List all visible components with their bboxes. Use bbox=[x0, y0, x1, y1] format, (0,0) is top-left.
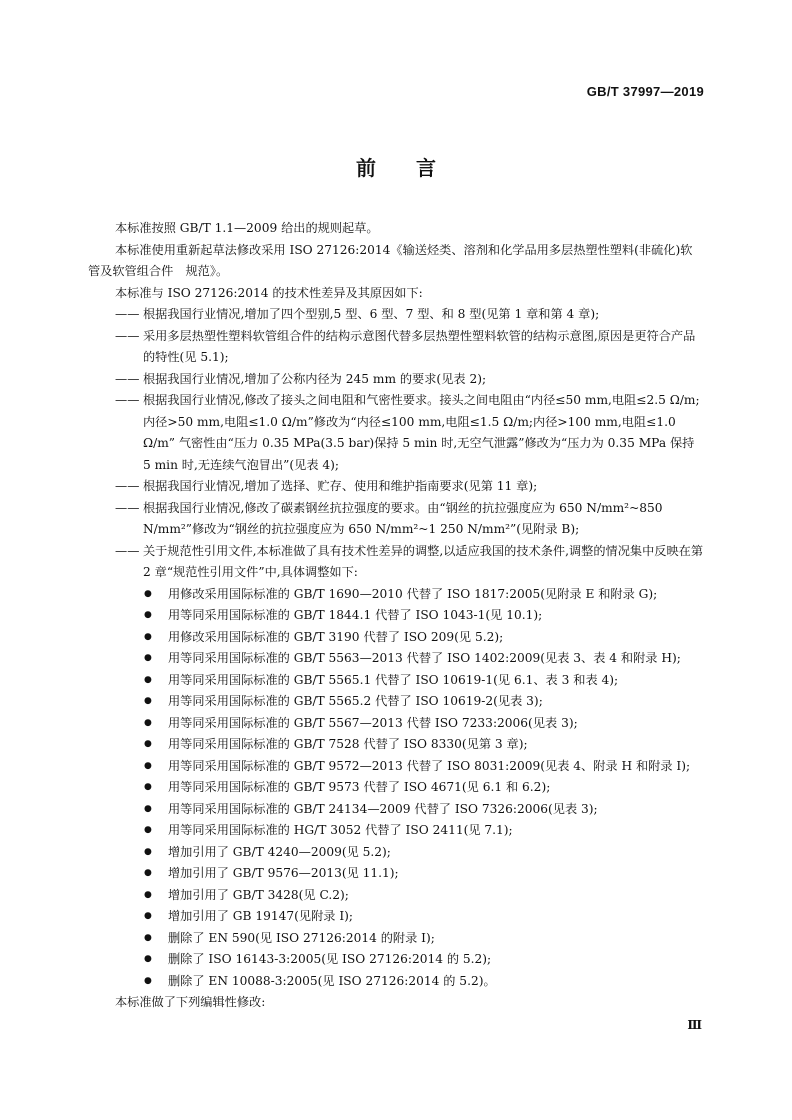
bullet-text: 用等同采用国际标准的 GB/T 5567—2013 代替 ISO 7233:2006(见表 3); bbox=[168, 715, 578, 730]
difference-item bbox=[115, 369, 704, 391]
bullet-icon: ● bbox=[144, 739, 152, 749]
list-item bbox=[144, 906, 704, 928]
bullet-icon: ● bbox=[144, 932, 152, 943]
list-item bbox=[144, 885, 704, 907]
bullet-icon: ● bbox=[144, 954, 152, 964]
list-item bbox=[144, 863, 704, 885]
list-item bbox=[144, 734, 704, 756]
paragraph-editorial-changes: 本标准做了下列编辑性修改: bbox=[115, 995, 266, 1009]
list-item bbox=[144, 648, 704, 670]
bullet-text: 删除了 ISO 16143-3:2005(见 ISO 27126:2014 的 5.2); bbox=[168, 952, 492, 966]
difference-text: 根据我国行业情况,增加了公称内径为 245 mm 的要求(见表 2); bbox=[143, 371, 487, 386]
bullet-icon: ● bbox=[144, 588, 152, 599]
difference-item bbox=[115, 326, 704, 369]
bullet-text: 增加引用了 GB 19147(见附录 I); bbox=[168, 909, 354, 923]
list-item bbox=[144, 670, 704, 692]
difference-text: 根据我国行业情况,修改了碳素钢丝抗拉强度的要求。由“钢丝的抗拉强度应为 650 N/mm²~850 N/mm²”修改为“钢丝的抗拉强度应为 650 N/mm²~1 250 N/mm²”(见附录 B); bbox=[143, 500, 663, 536]
difference-text: 根据我国行业情况,增加了四个型别,5 型、6 型、7 型、和 8 型(见第 1 章和第 4 章); bbox=[143, 307, 600, 321]
paragraph-adoption-method: 本标准使用重新起草法修改采用 ISO 27126:2014《输送烃类、溶剂和化学品用多层热塑性塑料(非硫化)软管及软管组合件 规范》。 bbox=[88, 242, 693, 278]
dash-marker: —— bbox=[115, 328, 140, 343]
bullet-text: 用等同采用国际标准的 GB/T 24134—2009 代替了 ISO 7326:2006(见表 3); bbox=[168, 801, 598, 816]
bullet-icon: ● bbox=[144, 803, 152, 814]
list-item bbox=[144, 820, 704, 842]
bullet-icon: ● bbox=[144, 631, 152, 642]
bullet-icon: ● bbox=[144, 911, 152, 921]
bullet-text: 用等同采用国际标准的 GB/T 5565.1 代替了 ISO 10619-1(见 6.1、表 3 和表 4); bbox=[168, 672, 619, 687]
bullet-icon: ● bbox=[144, 610, 152, 620]
bullet-text: 用修改采用国际标准的 GB/T 1690—2010 代替了 ISO 1817:2005(见附录 E 和附录 G); bbox=[168, 586, 658, 601]
bullet-text: 增加引用了 GB/T 3428(见 C.2); bbox=[168, 887, 349, 902]
bullet-icon: ● bbox=[144, 696, 152, 706]
bullet-icon: ● bbox=[144, 868, 152, 878]
dash-marker: —— bbox=[115, 393, 140, 407]
bullet-icon: ● bbox=[144, 889, 152, 900]
bullet-text: 删除了 EN 10088-3:2005(见 ISO 27126:2014 的 5.2)。 bbox=[168, 973, 496, 988]
bullet-text: 删除了 EN 590(见 ISO 27126:2014 的附录 I); bbox=[168, 930, 435, 945]
reference-adjustments-list bbox=[144, 584, 704, 993]
list-item bbox=[144, 799, 704, 821]
difference-item bbox=[115, 304, 704, 326]
list-item bbox=[144, 971, 704, 993]
list-item bbox=[144, 842, 704, 864]
bullet-icon: ● bbox=[144, 674, 152, 685]
bullet-icon: ● bbox=[144, 846, 152, 857]
list-item bbox=[144, 627, 704, 649]
bullet-icon: ● bbox=[144, 975, 152, 986]
bullet-icon: ● bbox=[144, 653, 152, 663]
list-item bbox=[144, 605, 704, 627]
paragraph-drafting-rules: 本标准按照 GB/T 1.1—2009 给出的规则起草。 bbox=[115, 221, 379, 235]
difference-text: 采用多层热塑性塑料软管组合件的结构示意图代替多层热塑性塑料软管的结构示意图,原因是更符合产品的特性(见 5.1); bbox=[143, 328, 696, 364]
bullet-text: 增加引用了 GB/T 4240—2009(见 5.2); bbox=[168, 844, 391, 859]
difference-item bbox=[115, 476, 704, 498]
difference-item bbox=[115, 498, 704, 541]
bullet-text: 用等同采用国际标准的 GB/T 9572—2013 代替了 ISO 8031:2009(见表 4、附录 H 和附录 I); bbox=[168, 758, 691, 773]
bullet-text: 增加引用了 GB/T 9576—2013(见 11.1); bbox=[168, 866, 399, 880]
differences-list bbox=[88, 304, 704, 584]
document-body bbox=[88, 218, 704, 1014]
difference-item bbox=[115, 541, 704, 584]
list-item bbox=[144, 756, 704, 778]
list-item bbox=[144, 584, 704, 606]
dash-marker: —— bbox=[115, 479, 140, 493]
dash-marker: —— bbox=[115, 307, 140, 321]
dash-marker: —— bbox=[115, 500, 140, 515]
list-item bbox=[144, 949, 704, 971]
list-item bbox=[144, 713, 704, 735]
bullet-text: 用等同采用国际标准的 GB/T 5563—2013 代替了 ISO 1402:2009(见表 3、表 4 和附录 H); bbox=[168, 651, 681, 665]
bullet-text: 用等同采用国际标准的 GB/T 9573 代替了 ISO 4671(见 6.1 和 6.2); bbox=[168, 780, 551, 794]
difference-text: 根据我国行业情况,增加了选择、贮存、使用和维护指南要求(见第 11 章); bbox=[143, 479, 538, 493]
bullet-text: 用等同采用国际标准的 GB/T 7528 代替了 ISO 8330(见第 3 章); bbox=[168, 737, 528, 751]
bullet-icon: ● bbox=[144, 717, 152, 728]
paragraph-differences-intro: 本标准与 ISO 27126:2014 的技术性差异及其原因如下: bbox=[115, 285, 423, 300]
page-number: Ⅲ bbox=[687, 1018, 702, 1032]
bullet-icon: ● bbox=[144, 760, 152, 771]
dash-marker: —— bbox=[115, 371, 140, 386]
bullet-text: 用等同采用国际标准的 GB/T 1844.1 代替了 ISO 1043-1(见 10.1); bbox=[168, 608, 543, 622]
bullet-icon: ● bbox=[144, 825, 152, 835]
bullet-text: 用修改采用国际标准的 GB/T 3190 代替了 ISO 209(见 5.2); bbox=[168, 629, 504, 644]
difference-text: 根据我国行业情况,修改了接头之间电阻和气密性要求。接头之间电阻由“内径≤50 mm,电阻≤2.5 Ω/m;内径>50 mm,电阻≤1.0 Ω/m”修改为“内径≤100 mm,电阻≤1.5 Ω/m;内径>100 mm,电阻≤1.0 Ω/m” 气密性由“压力 0.35 MPa(3.5 bar)保持 5 min 时,无空气泄露”修改为“压力为 0.35 MPa 保持 5 min 时,无连续气泡冒出”(见表 4); bbox=[143, 393, 700, 472]
page-title: 前言 bbox=[356, 156, 476, 180]
difference-item bbox=[115, 390, 704, 476]
standard-code-header: GB/T 37997—2019 bbox=[586, 84, 704, 99]
bullet-text: 用等同采用国际标准的 GB/T 5565.2 代替了 ISO 10619-2(见表 3); bbox=[168, 694, 543, 708]
difference-text: 关于规范性引用文件,本标准做了具有技术性差异的调整,以适应我国的技术条件,调整的情况集中反映在第 2 章“规范性引用文件”中,具体调整如下: bbox=[143, 543, 704, 579]
bullet-icon: ● bbox=[144, 782, 152, 792]
bullet-text: 用等同采用国际标准的 HG/T 3052 代替了 ISO 2411(见 7.1); bbox=[168, 823, 513, 837]
list-item bbox=[144, 691, 704, 713]
dash-marker: —— bbox=[115, 543, 140, 558]
list-item bbox=[144, 928, 704, 950]
list-item bbox=[144, 777, 704, 799]
